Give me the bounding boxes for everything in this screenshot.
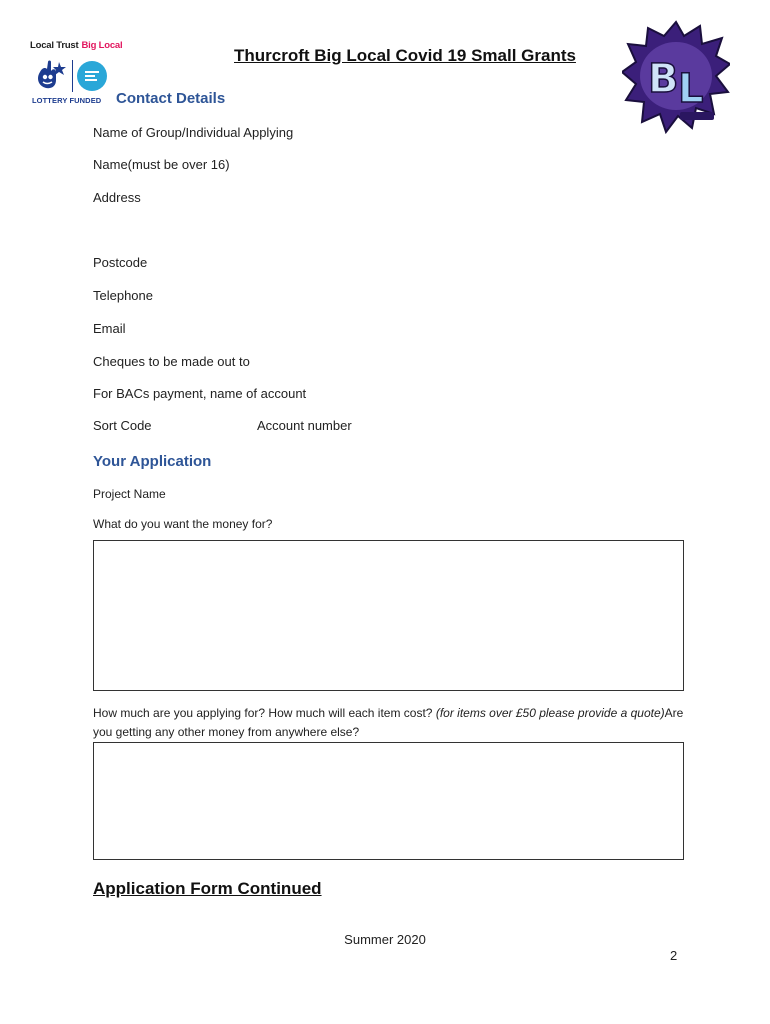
sort-code-label: Sort Code (93, 418, 152, 433)
page-title: Thurcroft Big Local Covid 19 Small Grants (234, 46, 576, 65)
telephone-label: Telephone (93, 288, 153, 303)
big-local-text: Big Local (81, 40, 123, 51)
application-form-continued-heading: Application Form Continued (93, 879, 322, 898)
project-name-label: Project Name (93, 487, 166, 501)
account-number-label: Account number (257, 418, 352, 433)
money-for-label: What do you want the money for? (93, 517, 273, 531)
nlcf-circle-logo (76, 60, 108, 92)
amount-answer-box[interactable] (93, 742, 684, 860)
address-label: Address (93, 190, 141, 205)
logo-divider (72, 60, 73, 92)
page-number: 2 (670, 948, 678, 963)
contact-details-heading: Contact Details (116, 90, 226, 107)
your-application-heading: Your Application (93, 453, 212, 470)
group-name-label: Name of Group/Individual Applying (93, 125, 294, 140)
footer-season: Summer 2020 (344, 932, 426, 947)
big-local-starburst-logo (622, 20, 730, 134)
lottery-funded-text: LOTTERY FUNDED (32, 96, 102, 105)
postcode-label: Postcode (93, 255, 148, 270)
lottery-crossed-fingers-icon (32, 58, 70, 92)
cheques-payee-label: Cheques to be made out to (93, 354, 250, 369)
local-trust-text: Local Trust (30, 40, 79, 51)
bacs-account-name-label: For BACs payment, name of account (93, 386, 307, 401)
amount-question-main: How much are you applying for? How much will each item cost? (93, 706, 436, 720)
svg-text:B: B (648, 56, 679, 102)
amount-question-note: (for items over £50 please provide a quote) (435, 706, 665, 720)
applicant-name-label: Name(must be over 16) (93, 157, 230, 172)
money-for-answer-box[interactable] (93, 540, 684, 691)
email-label: Email (93, 321, 126, 336)
local-trust-big-local-logo (30, 40, 122, 51)
funder-logos (30, 40, 130, 110)
amount-question-other-funding: Are you getting any other money from anywhere else? (93, 706, 684, 739)
amount-question (93, 704, 693, 742)
svg-text:L: L (678, 66, 704, 112)
